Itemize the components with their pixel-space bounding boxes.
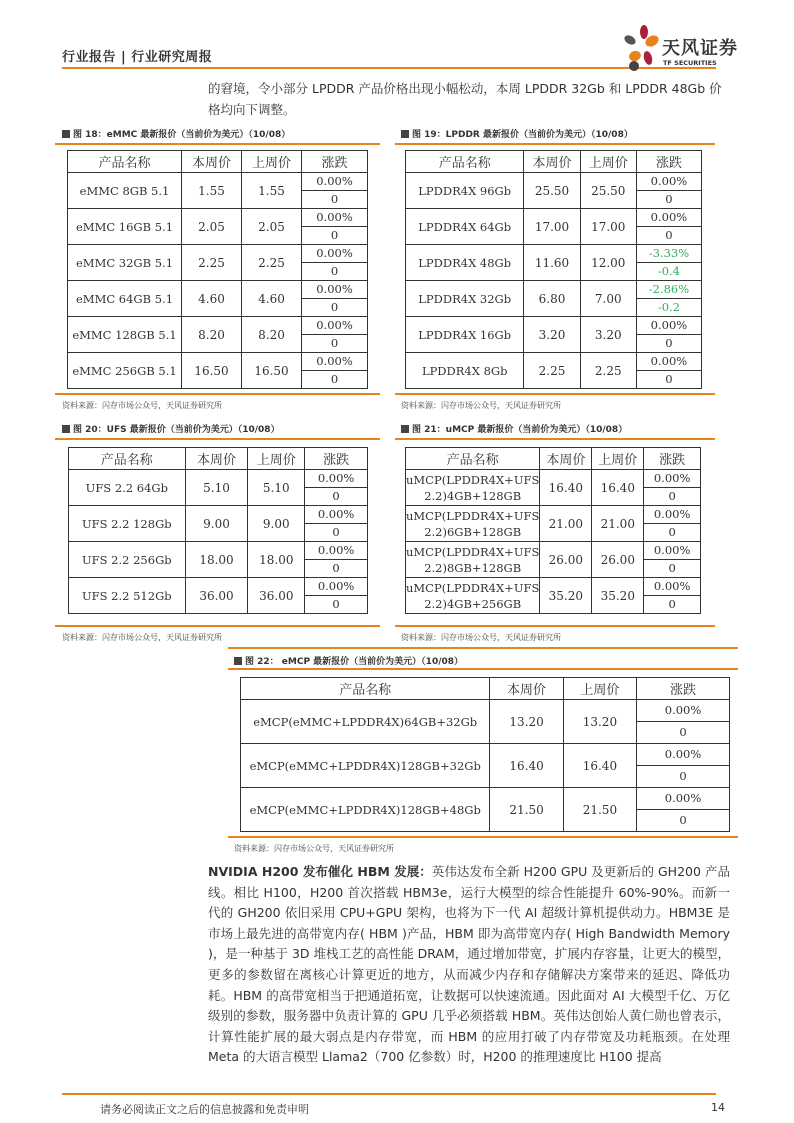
emmc-price-table [67, 150, 368, 389]
change-value: 0 [636, 227, 701, 245]
table-row [241, 700, 730, 722]
figure-21-title: 图 21：uMCP 最新报价（当前价为美元）（10/08） [401, 422, 627, 435]
table-row [406, 317, 702, 335]
change-percent: 0.00% [637, 744, 730, 766]
product-name: UFS 2.2 128Gb [69, 506, 186, 542]
logo-cn-text: 天风证券 [662, 38, 738, 59]
figure-18-source: 资料来源：闪存市场公众号，天风证券研究所 [62, 401, 222, 410]
change-percent: 0.00% [305, 578, 368, 596]
table-row [241, 788, 730, 810]
column-header: 产品名称 [406, 448, 540, 470]
column-header: 上周价 [580, 151, 636, 173]
table-row [68, 209, 368, 227]
change-percent: 0.00% [302, 317, 368, 335]
this-week-price: 17.00 [524, 209, 580, 245]
last-week-price: 5.10 [248, 470, 305, 506]
last-week-price: 2.25 [242, 245, 302, 281]
column-header: 本周价 [182, 151, 242, 173]
figure-19-source: 资料来源：闪存市场公众号，天风证券研究所 [401, 401, 561, 410]
this-week-price: 35.20 [540, 578, 592, 614]
change-value: 0 [644, 596, 701, 614]
figure-19-title: 图 19：LPDDR 最新报价（当前价为美元）（10/08） [401, 127, 633, 140]
last-week-price: 36.00 [248, 578, 305, 614]
product-name: LPDDR4X 32Gb [406, 281, 524, 317]
figure-18-bottom-rule [55, 393, 380, 395]
figure-marker-icon [401, 425, 409, 433]
last-week-price: 16.40 [563, 744, 636, 788]
report-category: 行业报告 | 行业研究周报 [62, 50, 213, 65]
table-row [406, 209, 702, 227]
change-percent: 0.00% [302, 209, 368, 227]
last-week-price: 18.00 [248, 542, 305, 578]
last-week-price: 26.00 [592, 542, 644, 578]
change-value: -0.4 [636, 263, 701, 281]
figure-20-bottom-rule [55, 625, 380, 627]
table-row [406, 506, 701, 524]
change-value: 0 [302, 335, 368, 353]
last-week-price: 8.20 [242, 317, 302, 353]
umcp-price-table [405, 447, 701, 614]
this-week-price: 8.20 [182, 317, 242, 353]
change-value: 0 [644, 524, 701, 542]
last-week-price: 3.20 [580, 317, 636, 353]
change-value: -0.2 [636, 299, 701, 317]
last-week-price: 2.05 [242, 209, 302, 245]
this-week-price: 4.60 [182, 281, 242, 317]
product-name: LPDDR4X 16Gb [406, 317, 524, 353]
this-week-price: 13.20 [490, 700, 563, 744]
table-header-row [406, 448, 701, 470]
figure-marker-icon [62, 130, 70, 138]
emcp-price-table [240, 677, 730, 832]
change-percent: 0.00% [636, 173, 701, 191]
this-week-price: 5.10 [185, 470, 248, 506]
last-week-price: 12.00 [580, 245, 636, 281]
this-week-price: 21.00 [540, 506, 592, 542]
product-name: UFS 2.2 512Gb [69, 578, 186, 614]
last-week-price: 17.00 [580, 209, 636, 245]
column-header: 上周价 [563, 678, 636, 700]
table-row [69, 578, 368, 596]
table-row [69, 506, 368, 524]
product-name: eMCP(eMMC+LPDDR4X)64GB+32Gb [241, 700, 490, 744]
change-value: 0 [302, 263, 368, 281]
table-header-row [68, 151, 368, 173]
body-lead-heading: NVIDIA H200 发布催化 HBM 发展： [208, 864, 432, 879]
figure-20-title: 图 20：UFS 最新报价（当前价为美元）（10/08） [62, 422, 280, 435]
column-header: 涨跌 [644, 448, 701, 470]
change-value: 0 [305, 524, 368, 542]
this-week-price: 6.80 [524, 281, 580, 317]
this-week-price: 25.50 [524, 173, 580, 209]
this-week-price: 9.00 [185, 506, 248, 542]
change-percent: 0.00% [644, 470, 701, 488]
table-row [406, 353, 702, 371]
table-row [406, 281, 702, 299]
this-week-price: 18.00 [185, 542, 248, 578]
change-percent: 0.00% [305, 542, 368, 560]
change-value: 0 [644, 488, 701, 506]
figure-19-bottom-rule [395, 393, 715, 395]
figure-21-source: 资料来源：闪存市场公众号，天风证券研究所 [401, 633, 561, 642]
column-header: 本周价 [524, 151, 580, 173]
table-header-row [406, 151, 702, 173]
change-percent: 0.00% [305, 470, 368, 488]
this-week-price: 2.25 [524, 353, 580, 389]
change-value: 0 [302, 227, 368, 245]
change-value: 0 [636, 335, 701, 353]
change-percent: -2.86% [636, 281, 701, 299]
product-name: eMMC 256GB 5.1 [68, 353, 182, 389]
figure-20-top-rule [55, 438, 380, 440]
last-week-price: 35.20 [592, 578, 644, 614]
figure-22-top-rule [228, 668, 738, 670]
column-header: 本周价 [540, 448, 592, 470]
table-row [241, 744, 730, 766]
table-row [406, 578, 701, 596]
change-percent: -3.33% [636, 245, 701, 263]
last-week-price: 9.00 [248, 506, 305, 542]
column-header: 上周价 [248, 448, 305, 470]
change-percent: 0.00% [302, 173, 368, 191]
change-value: 0 [637, 810, 730, 832]
this-week-price: 16.40 [540, 470, 592, 506]
figure-20-source: 资料来源：闪存市场公众号，天风证券研究所 [62, 633, 222, 642]
this-week-price: 3.20 [524, 317, 580, 353]
this-week-price: 36.00 [185, 578, 248, 614]
product-name: eMMC 16GB 5.1 [68, 209, 182, 245]
change-percent: 0.00% [644, 542, 701, 560]
change-percent: 0.00% [302, 281, 368, 299]
hbm-body-paragraph [208, 862, 730, 1068]
last-week-price: 25.50 [580, 173, 636, 209]
change-value: 0 [644, 560, 701, 578]
last-week-price: 7.00 [580, 281, 636, 317]
column-header: 产品名称 [241, 678, 490, 700]
product-name: eMCP(eMMC+LPDDR4X)128GB+32Gb [241, 744, 490, 788]
product-name: LPDDR4X 8Gb [406, 353, 524, 389]
figure-marker-icon [62, 425, 70, 433]
this-week-price: 26.00 [540, 542, 592, 578]
this-week-price: 16.40 [490, 744, 563, 788]
table-header-row [241, 678, 730, 700]
last-week-price: 1.55 [242, 173, 302, 209]
footer-divider [62, 1093, 716, 1095]
this-week-price: 21.50 [490, 788, 563, 832]
body-text: 英伟达发布全新 H200 GPU 及更新后的 GH200 产品线。相比 H100，H200 首次搭载 HBM3e，运行大模型的综合性能提升 60%-90%。而新一代的 GH200 依旧采用 CPU+GPU 架构，也将为下一代 AI 超级计算机提供动力。HBM3E 是市场上最先进的高带宽内存( HBM )产品，HBM 即为高带宽内存( High Bandwidth Memory )，是一种基于 3D 堆栈工艺的高性能 DRAM，通过增加带宽，扩展内存容量，让更大的模型，更多的参数留在离核心计算更近的地方，从而减少内存和存储解决方案带来的延迟、降低功耗。HBM 的高带宽相当于把通道拓宽，让数据可以快速流通。因此面对 AI 大模型千亿、万亿级别的参数，服务器中负责计算的 GPU 几乎必须搭载 HBM。英伟达创始人黄仁勋也曾表示，计算性能扩展的最大弱点是内存带宽，而 HBM 的应用打破了内存带宽及功耗瓶颈。在处理 Meta 的大语言模型 Llama2（700 亿参数）时，H200 的推理速度比 H100 提高 [208, 864, 730, 1065]
page-number: 14 [711, 1101, 725, 1114]
last-week-price: 16.50 [242, 353, 302, 389]
product-name: LPDDR4X 64Gb [406, 209, 524, 245]
table-row [68, 173, 368, 191]
change-percent: 0.00% [636, 353, 701, 371]
last-week-price: 4.60 [242, 281, 302, 317]
intro-paragraph: 的窘境，令小部分 LPDDR 产品价格出现小幅松动，本周 LPDDR 32Gb 和 LPDDR 48Gb 价格均向下调整。 [208, 81, 722, 117]
column-header: 涨跌 [302, 151, 368, 173]
figure-22-bottom-rule [228, 836, 738, 838]
figure-marker-icon [234, 657, 242, 665]
ufs-price-table [68, 447, 368, 614]
column-header: 产品名称 [68, 151, 182, 173]
figure-22-pre-rule [228, 647, 738, 649]
product-name: eMMC 64GB 5.1 [68, 281, 182, 317]
change-percent: 0.00% [644, 506, 701, 524]
table-row [406, 470, 701, 488]
product-name: eMMC 8GB 5.1 [68, 173, 182, 209]
change-value: 0 [302, 299, 368, 317]
product-name: eMMC 128GB 5.1 [68, 317, 182, 353]
change-value: 0 [305, 596, 368, 614]
change-value: 0 [305, 560, 368, 578]
change-value: 0 [637, 722, 730, 744]
figure-marker-icon [401, 130, 409, 138]
table-row [406, 245, 702, 263]
column-header: 本周价 [185, 448, 248, 470]
this-week-price: 1.55 [182, 173, 242, 209]
product-name: uMCP(LPDDR4X+UFS 2.2)8GB+128GB [406, 542, 540, 578]
petal-logo-icon [622, 24, 662, 72]
figure-18-title: 图 18：eMMC 最新报价（当前价为美元）（10/08） [62, 127, 290, 140]
change-percent: 0.00% [637, 788, 730, 810]
table-row [68, 353, 368, 371]
figure-21-top-rule [395, 438, 715, 440]
product-name: UFS 2.2 256Gb [69, 542, 186, 578]
header-divider [62, 67, 716, 69]
change-value: 0 [636, 191, 701, 209]
logo-en-text: TF SECURITIES [663, 59, 717, 67]
column-header: 产品名称 [406, 151, 524, 173]
change-percent: 0.00% [636, 317, 701, 335]
this-week-price: 16.50 [182, 353, 242, 389]
last-week-price: 2.25 [580, 353, 636, 389]
change-percent: 0.00% [636, 209, 701, 227]
this-week-price: 2.25 [182, 245, 242, 281]
product-name: uMCP(LPDDR4X+UFS 2.2)4GB+256GB [406, 578, 540, 614]
column-header: 产品名称 [69, 448, 186, 470]
change-value: 0 [636, 371, 701, 389]
table-row [406, 173, 702, 191]
this-week-price: 2.05 [182, 209, 242, 245]
column-header: 上周价 [242, 151, 302, 173]
change-value: 0 [637, 766, 730, 788]
table-row [69, 470, 368, 488]
table-row [69, 542, 368, 560]
figure-22-title: 图 22： eMCP 最新报价（当前价为美元）（10/08） [234, 654, 463, 667]
column-header: 涨跌 [636, 151, 701, 173]
table-header-row [69, 448, 368, 470]
figure-18-top-rule [55, 143, 380, 145]
column-header: 本周价 [490, 678, 563, 700]
footer-disclaimer: 请务必阅读正文之后的信息披露和免责申明 [100, 1103, 309, 1116]
figure-21-bottom-rule [395, 625, 715, 627]
product-name: LPDDR4X 96Gb [406, 173, 524, 209]
column-header: 涨跌 [305, 448, 368, 470]
last-week-price: 21.50 [563, 788, 636, 832]
product-name: uMCP(LPDDR4X+UFS 2.2)4GB+128GB [406, 470, 540, 506]
tf-securities-logo [622, 24, 742, 72]
change-percent: 0.00% [305, 506, 368, 524]
change-value: 0 [302, 191, 368, 209]
change-value: 0 [302, 371, 368, 389]
table-row [406, 542, 701, 560]
change-percent: 0.00% [637, 700, 730, 722]
last-week-price: 16.40 [592, 470, 644, 506]
change-percent: 0.00% [644, 578, 701, 596]
last-week-price: 13.20 [563, 700, 636, 744]
this-week-price: 11.60 [524, 245, 580, 281]
product-name: eMMC 32GB 5.1 [68, 245, 182, 281]
figure-22-source: 资料来源：闪存市场公众号，天风证券研究所 [234, 844, 394, 853]
change-percent: 0.00% [302, 245, 368, 263]
product-name: LPDDR4X 48Gb [406, 245, 524, 281]
last-week-price: 21.00 [592, 506, 644, 542]
column-header: 上周价 [592, 448, 644, 470]
column-header: 涨跌 [637, 678, 730, 700]
change-value: 0 [305, 488, 368, 506]
table-row [68, 245, 368, 263]
product-name: uMCP(LPDDR4X+UFS 2.2)6GB+128GB [406, 506, 540, 542]
change-percent: 0.00% [302, 353, 368, 371]
product-name: UFS 2.2 64Gb [69, 470, 186, 506]
product-name: eMCP(eMMC+LPDDR4X)128GB+48Gb [241, 788, 490, 832]
table-row [68, 317, 368, 335]
figure-19-top-rule [395, 143, 715, 145]
lpddr-price-table [405, 150, 702, 389]
table-row [68, 281, 368, 299]
